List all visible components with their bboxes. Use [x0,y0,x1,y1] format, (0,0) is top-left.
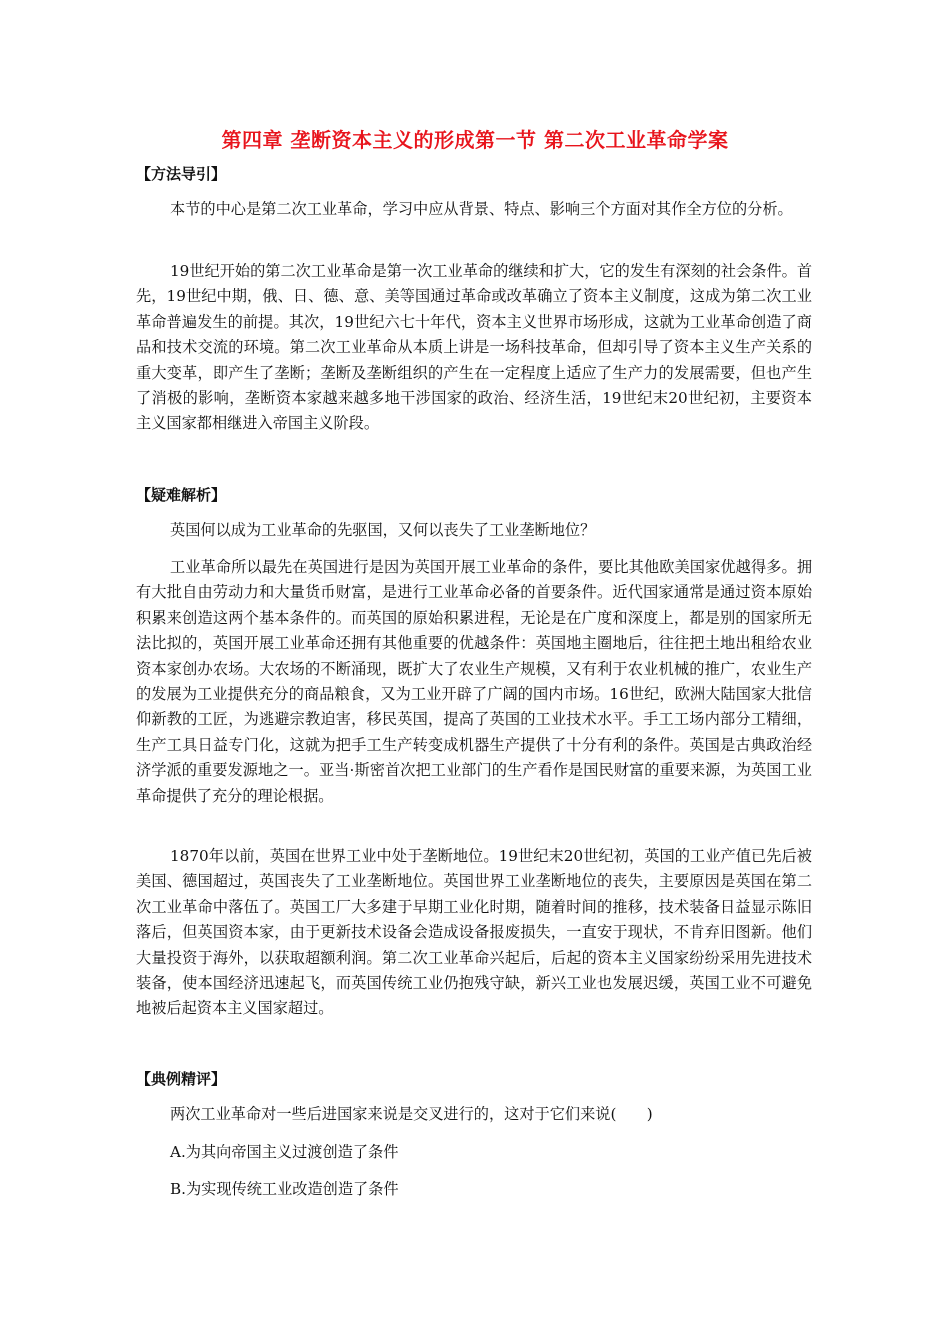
option-a: A.为其向帝国主义过渡创造了条件 [170,1143,399,1161]
section-heading-difficult: 【疑难解析】 [136,486,227,504]
paragraph: 英国何以成为工业革命的先驱国，又何以丧失了工业垄断地位？ [170,521,596,539]
paragraph: 工业革命所以最先在英国进行是因为英国开展工业革命的条件，要比其他欧美国家优越得多。拥有大批自由劳动力和大量货币财富，是进行工业革命必备的首要条件。近代国家通常是通过资本原始积累来创造这两个基本条件的。而英国的原始积累进程，无论是在广度和深度上，都是别的国家所无法比拟的，英国开展工业革命还拥有其他重要的优越条件：英国地主圈地后，往往把土地出租给农业资本家创办农场。大农场的不断涌现，既扩大了农业生产规模，又有利于农业机械的推广，农业生产的发展为工业提供充分的商品粮食，又为工业开辟了广阔的国内市场。16世纪，欧洲大陆国家大批信仰新教的工匠，为逃避宗教迫害，移民英国，提高了英国的工业技术水平。手工工场内部分工精细，生产工具日益专门化，这就为把手工生产转变成机器生产提供了十分有利的条件。英国是古典政治经济学派的重要发源地之一。亚当·斯密首次把工业部门的生产看作是国民财富的重要来源，为英国工业革命提供了充分的理论根据。 [136,558,812,805]
paragraph: 本节的中心是第二次工业革命，学习中应从背景、特点、影响三个方面对其作全方位的分析。 [170,200,793,218]
paragraph: 19世纪开始的第二次工业革命是第一次工业革命的继续和扩大，它的发生有深刻的社会条件。首先，19世纪中期，俄、日、德、意、美等国通过革命或改革确立了资本主义制度，这成为第二次工业革命普遍发生的前提。其次，19世纪六七十年代，资本主义世界市场形成，这就为工业革命创造了商品和技术交流的环境。第二次工业革命从本质上讲是一场科技革命，但却引导了资本主义生产关系的重大变革，即产生了垄断；垄断及垄断组织的产生在一定程度上适应了生产力的发展需要，但也产生了消极的影响，垄断资本家越来越多地干涉国家的政治、经济生活，19世纪末20世纪初，主要资本主义国家都相继进入帝国主义阶段。 [136,262,813,433]
option-b: B.为实现传统工业改造创造了条件 [170,1180,399,1198]
paragraph: 1870年以前，英国在世界工业中处于垄断地位。19世纪末20世纪初，英国的工业产值已先后被美国、德国超过，英国丧失了工业垄断地位。英国世界工业垄断地位的丧失，主要原因是英国在第二次工业革命中落伍了。英国工厂大多建于早期工业化时期，随着时间的推移，技术装备日益显示陈旧落后，但英国资本家，由于更新技术设备会造成设备报废损失，一直安于现状，不肯弃旧图新。他们大量投资于海外，以获取超额利润。第二次工业革命兴起后，后起的资本主义国家纷纷采用先进技术装备，使本国经济迅速起飞，而英国传统工业仍抱残守缺，新兴工业也发展迟缓，英国工业不可避免地被后起资本主义国家超过。 [136,847,812,1018]
page-title: 第四章 垄断资本主义的形成第一节 第二次工业革命学案 [221,128,729,152]
section-heading-method: 【方法导引】 [136,165,227,183]
section-heading-example: 【典例精评】 [136,1070,227,1088]
question-text: 两次工业革命对一些后进国家来说是交叉进行的，这对于它们来说( ) [170,1105,653,1123]
